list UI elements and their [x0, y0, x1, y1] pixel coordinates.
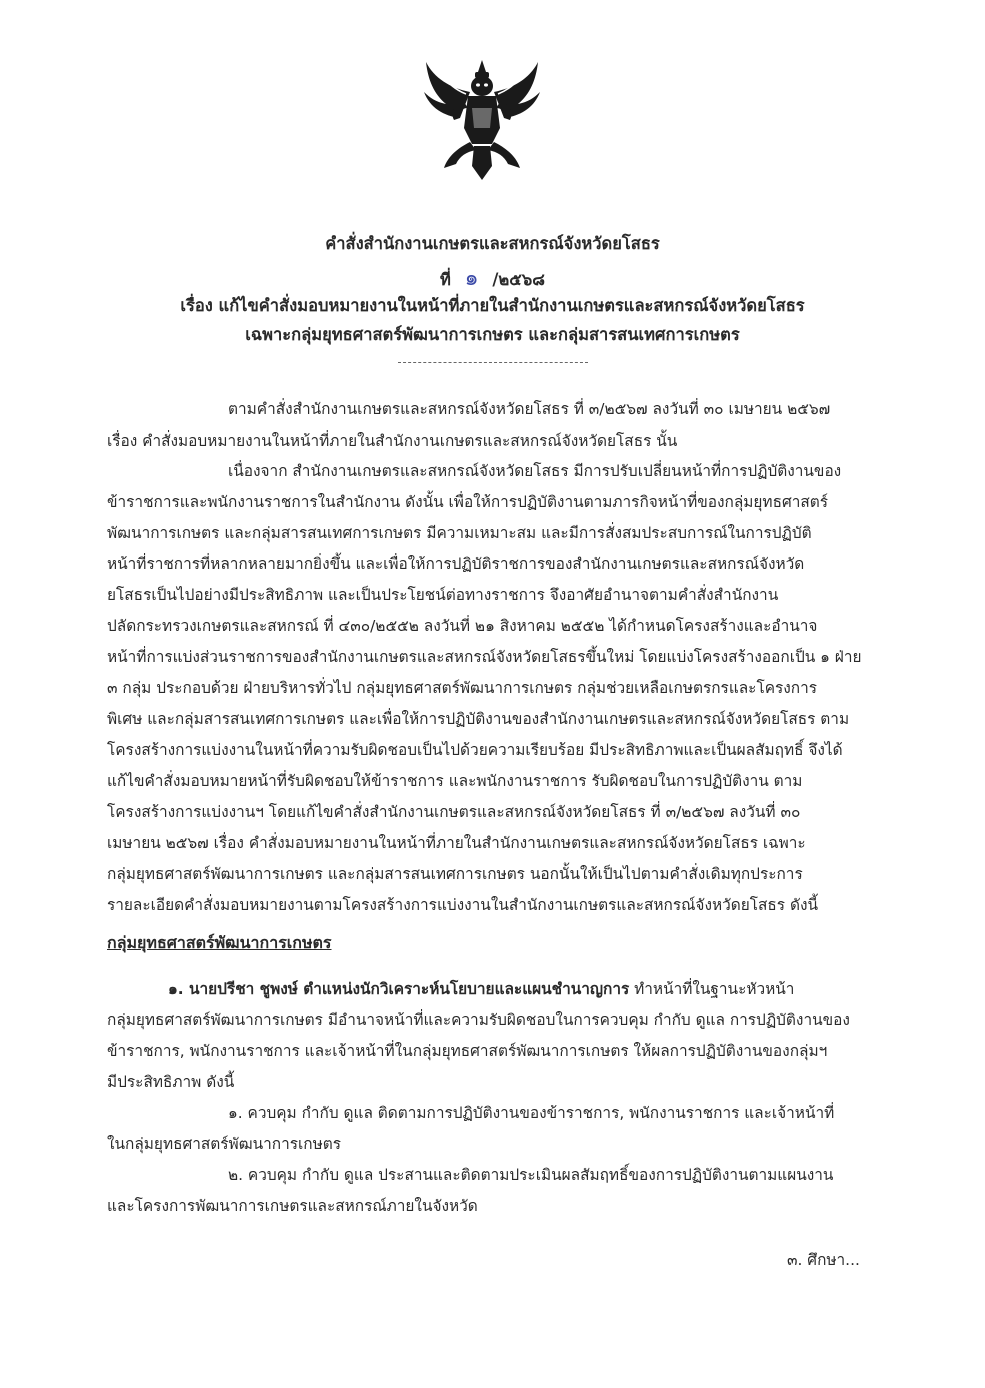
- body-line: รายละเอียดคำสั่งมอบหมายงานตามโครงสร้างการแบ่งงานในสำนักงานเกษตรและสหกรณ์จังหวัดยโสธร ดังนี้: [107, 896, 818, 914]
- duty-line: ๒. ควบคุม กำกับ ดูแล ประสานและติดตามประเมินผลสัมฤทธิ์ของการปฏิบัติงานตามแผนงาน: [228, 1166, 834, 1184]
- item-1-lead: [168, 978, 794, 1000]
- order-year: /๒๕๖๘: [492, 270, 545, 289]
- body-line: ๓ กลุ่ม ประกอบด้วย ฝ่ายบริหารทั่วไป กลุ่มยุทธศาสตร์พัฒนาการเกษตร กลุ่มช่วยเหลือเกษตรกรและโครงการ: [107, 679, 818, 697]
- body-line: ปลัดกระทรวงเกษตรและสหกรณ์ ที่ ๔๓๐/๒๕๕๒ ลงวันที่ ๒๑ สิงหาคม ๒๕๕๒ ได้กำหนดโครงสร้างและอำนาจ: [107, 617, 818, 635]
- duty-line: ในกลุ่มยุทธศาสตร์พัฒนาการเกษตร: [107, 1135, 341, 1153]
- separator-line: [398, 362, 588, 363]
- body-line: โครงสร้างการแบ่งงานฯ โดยแก้ไขคำสั่งสำนักงานเกษตรและสหกรณ์จังหวัดยโสธร ที่ ๓/๒๕๖๗ ลงวันที่ ๓๐: [107, 803, 801, 821]
- body-line: พัฒนาการเกษตร และกลุ่มสารสนเทศการเกษตร มีความเหมาะสม และมีการสั่งสมประสบการณ์ในการปฏิบัติ: [107, 524, 812, 542]
- body-line: แก้ไขคำสั่งมอบหมายหน้าที่รับผิดชอบให้ข้าราชการ และพนักงานราชการ รับผิดชอบในการปฏิบัติงาน ตาม: [107, 772, 803, 790]
- body-line: หน้าที่ราชการที่หลากหลายมากยิ่งขึ้น และเพื่อให้การปฏิบัติราชการของสำนักงานเกษตรและสหกรณ์จังหวัด: [107, 555, 805, 573]
- duty-line: ๑. ควบคุม กำกับ ดูแล ติดตามการปฏิบัติงานของข้าราชการ, พนักงานราชการ และเจ้าหน้าที่: [228, 1104, 835, 1122]
- body-line: ข้าราชการและพนักงานราชการในสำนักงาน ดังนั้น เพื่อให้การปฏิบัติงานตามภารกิจหน้าที่ของกลุ่มยุทธศาสตร์: [107, 493, 829, 511]
- section-heading: กลุ่มยุทธศาสตร์พัฒนาการเกษตร: [107, 933, 332, 952]
- intro-line: เรื่อง คำสั่งมอบหมายงานในหน้าที่ภายในสำนักงานเกษตรและสหกรณ์จังหวัดยโสธร นั้น: [107, 432, 678, 450]
- body-line: หน้าที่การแบ่งส่วนราชการของสำนักงานเกษตรและสหกรณ์จังหวัดยโสธรขึ้นใหม่ โดยแบ่งโครงสร้างออกเป็น ๑ ฝ่าย: [107, 648, 862, 666]
- duty-line: และโครงการพัฒนาการเกษตรและสหกรณ์ภายในจังหวัด: [107, 1197, 478, 1215]
- body-line: โครงสร้างการแบ่งงานในหน้าที่ความรับผิดชอบเป็นไปด้วยความเรียบร้อย มีประสิทธิภาพและเป็นผลสัมฤทธิ์ จึงได้: [107, 741, 843, 759]
- continuation-text: ๓. ศึกษา...: [787, 1251, 860, 1269]
- item-1-line: มีประสิทธิภาพ ดังนี้: [107, 1073, 235, 1091]
- intro-line: ตามคำสั่งสำนักงานเกษตรและสหกรณ์จังหวัดยโสธร ที่ ๓/๒๕๖๗ ลงวันที่ ๓๐ เมษายน ๒๕๖๗: [228, 400, 831, 418]
- subject-line-2: เฉพาะกลุ่มยุทธศาสตร์พัฒนาการเกษตร และกลุ่มสารสนเทศการเกษตร: [245, 325, 740, 344]
- body-line: เนื่องจาก สำนักงานเกษตรและสหกรณ์จังหวัดยโสธร มีการปรับเปลี่ยนหน้าที่การปฏิบัติงานของ: [228, 462, 842, 480]
- order-number-line: [0, 260, 985, 295]
- item-1-line: ข้าราชการ, พนักงานราชการ และเจ้าหน้าที่ในกลุ่มยุทธศาสตร์พัฒนาการเกษตร ให้ผลการปฏิบัติงานของกลุ่มฯ: [107, 1042, 828, 1060]
- garuda-emblem-icon: [420, 58, 544, 182]
- item-1-role: ทำหน้าที่ในฐานะหัวหน้า: [629, 980, 795, 998]
- item-1-name: ๑. นายปรีชา ชูพงษ์ ตำแหน่งนักวิเคราะห์นโยบายและแผนชำนาญการ: [168, 980, 630, 998]
- order-number: ๑: [464, 266, 479, 291]
- item-1-line: กลุ่มยุทธศาสตร์พัฒนาการเกษตร มีอำนาจหน้าที่และความรับผิดชอบในการควบคุม กำกับ ดูแล การปฏิบัติงานของ: [107, 1011, 850, 1029]
- order-prefix: ที่: [440, 270, 451, 289]
- body-line: ยโสธรเป็นไปอย่างมีประสิทธิภาพ และเป็นประโยชน์ต่อทางราชการ จึงอาศัยอำนาจตามคำสั่งสำนักงาน: [107, 586, 779, 604]
- subject-line-1: เรื่อง แก้ไขคำสั่งมอบหมายงานในหน้าที่ภายในสำนักงานเกษตรและสหกรณ์จังหวัดยโสธร: [180, 296, 805, 315]
- body-line: เมษายน ๒๕๖๗ เรื่อง คำสั่งมอบหมายงานในหน้าที่ภายในสำนักงานเกษตรและสหกรณ์จังหวัดยโสธร เฉพาะ: [107, 834, 806, 852]
- order-title: คำสั่งสำนักงานเกษตรและสหกรณ์จังหวัดยโสธร: [325, 234, 660, 253]
- body-line: พิเศษ และกลุ่มสารสนเทศการเกษตร และเพื่อให้การปฏิบัติงานของสำนักงานเกษตรและสหกรณ์จังหวัดยโสธร ตาม: [107, 710, 850, 728]
- body-line: กลุ่มยุทธศาสตร์พัฒนาการเกษตร และกลุ่มสารสนเทศการเกษตร นอกนั้นให้เป็นไปตามคำสั่งเดิมทุกประการ: [107, 865, 803, 883]
